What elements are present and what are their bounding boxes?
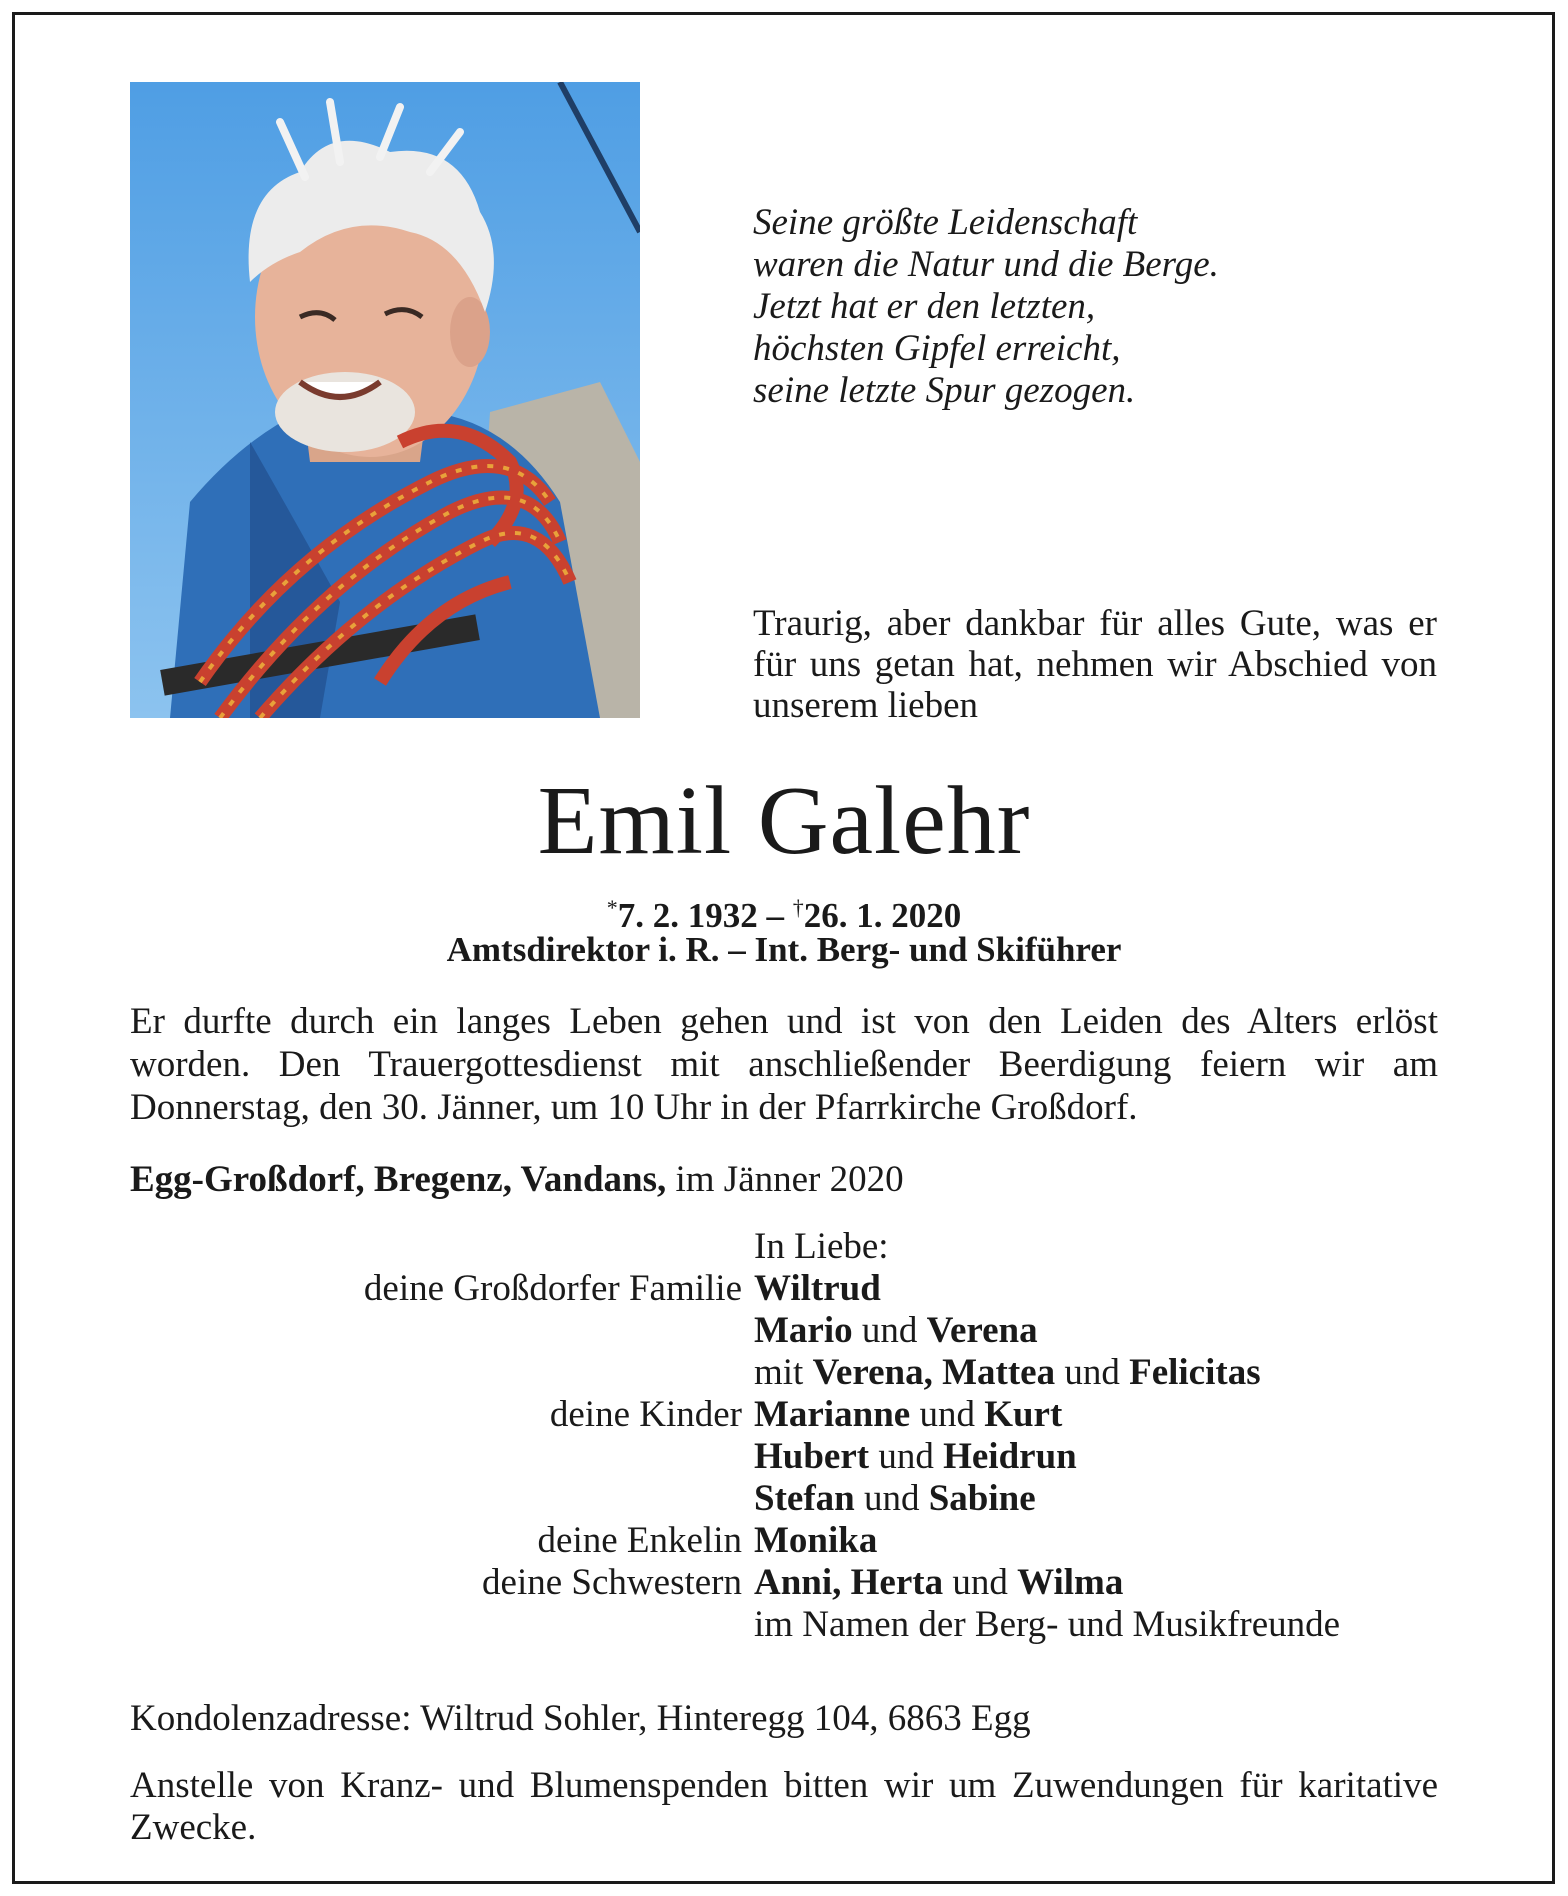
mourner-row [130, 1520, 1450, 1562]
memorial-quote [753, 202, 1453, 412]
mourner-name: Heidrun [943, 1436, 1077, 1477]
mourner-connector: und [910, 1394, 985, 1435]
mourner-connector: und [1055, 1352, 1130, 1393]
mourner-row [130, 1436, 1450, 1478]
mourner-names [754, 1310, 1450, 1352]
mourner-name: Verena [926, 1310, 1038, 1351]
mourner-name: Verena, Mattea [812, 1352, 1056, 1393]
mourner-label [130, 1436, 754, 1478]
mourner-name: Kurt [984, 1394, 1063, 1435]
deceased-title: Amtsdirektor i. R. – Int. Berg- und Skiführer [446, 930, 1122, 969]
mourner-names [754, 1520, 1450, 1562]
mourner-names [754, 1604, 1450, 1646]
date-separator: – [757, 896, 793, 935]
mourner-label: deine Kinder [549, 1394, 742, 1435]
intro-text: Traurig, aber dankbar für alles Gute, was er für uns getan hat, nehmen wir Abschied von unserem lieben [753, 603, 1437, 726]
mourner-label [130, 1226, 754, 1268]
quote-line: höchsten Gipfel erreicht, [753, 328, 1121, 369]
mourners-list [130, 1226, 1450, 1646]
quote-line: Seine größte Leidenschaft [753, 202, 1138, 243]
mourner-name: Hubert [754, 1436, 870, 1477]
mourner-connector: im Namen der Berg- und Musikfreunde [754, 1604, 1341, 1645]
mourner-name: Stefan [754, 1478, 855, 1519]
mourner-connector: und [852, 1310, 927, 1351]
mourner-label [130, 1310, 754, 1352]
mourner-row [130, 1562, 1450, 1604]
closing-note: Anstelle von Kranz- und Blumenspenden bitten wir um Zuwendungen für karitative Zwecke. [130, 1765, 1438, 1848]
deceased-name: Emil Galehr [537, 767, 1031, 875]
mourner-label [130, 1478, 754, 1520]
life-dates [0, 888, 1568, 936]
condolence-address: Kondolenzadresse: Wiltrud Sohler, Hinteregg 104, 6863 Egg [130, 1698, 1031, 1739]
portrait-image [130, 82, 640, 718]
mourner-connector: und [943, 1562, 1018, 1603]
mourner-name: Wilma [1017, 1562, 1124, 1603]
mourner-names [754, 1268, 1450, 1310]
mourner-connector: und [854, 1478, 929, 1519]
mourner-name: Marianne [754, 1394, 911, 1435]
mourner-names [754, 1394, 1450, 1436]
quote-line: seine letzte Spur gezogen. [753, 370, 1136, 411]
mourner-label: deine Großdorfer Familie [363, 1268, 742, 1309]
mourner-names [754, 1478, 1450, 1520]
funeral-notice-text: Er durfte durch ein langes Leben gehen und ist von den Leiden des Alters erlöst worden. Den Trauergottesdienst mit anschließender Beerdigung feiern wir am Donnerstag, den 30. Jänner, um 10 Uhr in der Pfarrkirche Großdorf. [130, 1001, 1438, 1128]
death-symbol: † [792, 895, 804, 920]
mourners-heading-row [130, 1226, 1450, 1268]
notice-date: im Jänner 2020 [666, 1159, 904, 1200]
portrait-photo [130, 82, 640, 718]
mourner-row [130, 1268, 1450, 1310]
mourner-name: Monika [754, 1520, 878, 1561]
mourner-label: deine Schwestern [482, 1562, 742, 1603]
mourner-row [130, 1604, 1450, 1646]
death-date: 26. 1. 2020 [803, 896, 962, 935]
mourner-connector: und [869, 1436, 944, 1477]
place-and-date [130, 1158, 1438, 1201]
mourner-row [130, 1478, 1450, 1520]
mourner-names [754, 1562, 1450, 1604]
mourner-names [754, 1436, 1450, 1478]
mourner-name: Wiltrud [754, 1268, 881, 1309]
mourner-label: deine Enkelin [537, 1520, 742, 1561]
mourner-names [754, 1352, 1450, 1394]
mourner-row [130, 1394, 1450, 1436]
mourner-label [130, 1604, 754, 1646]
mourner-name: Sabine [928, 1478, 1036, 1519]
mourner-row [130, 1352, 1450, 1394]
mourner-name: Mario [754, 1310, 853, 1351]
mourner-connector: mit [754, 1352, 813, 1393]
birth-date: 7. 2. 1932 [617, 896, 758, 935]
birth-symbol: * [606, 895, 618, 920]
quote-line: Jetzt hat er den letzten, [753, 286, 1096, 327]
mourner-label [130, 1352, 754, 1394]
place-names: Egg-Großdorf, Bregenz, Vandans, [130, 1159, 667, 1200]
mourner-name: Felicitas [1129, 1352, 1261, 1393]
mourners-heading: In Liebe: [754, 1226, 889, 1267]
mourner-row [130, 1310, 1450, 1352]
quote-line: waren die Natur und die Berge. [753, 244, 1219, 285]
mourner-name: Anni, Herta [754, 1562, 944, 1603]
